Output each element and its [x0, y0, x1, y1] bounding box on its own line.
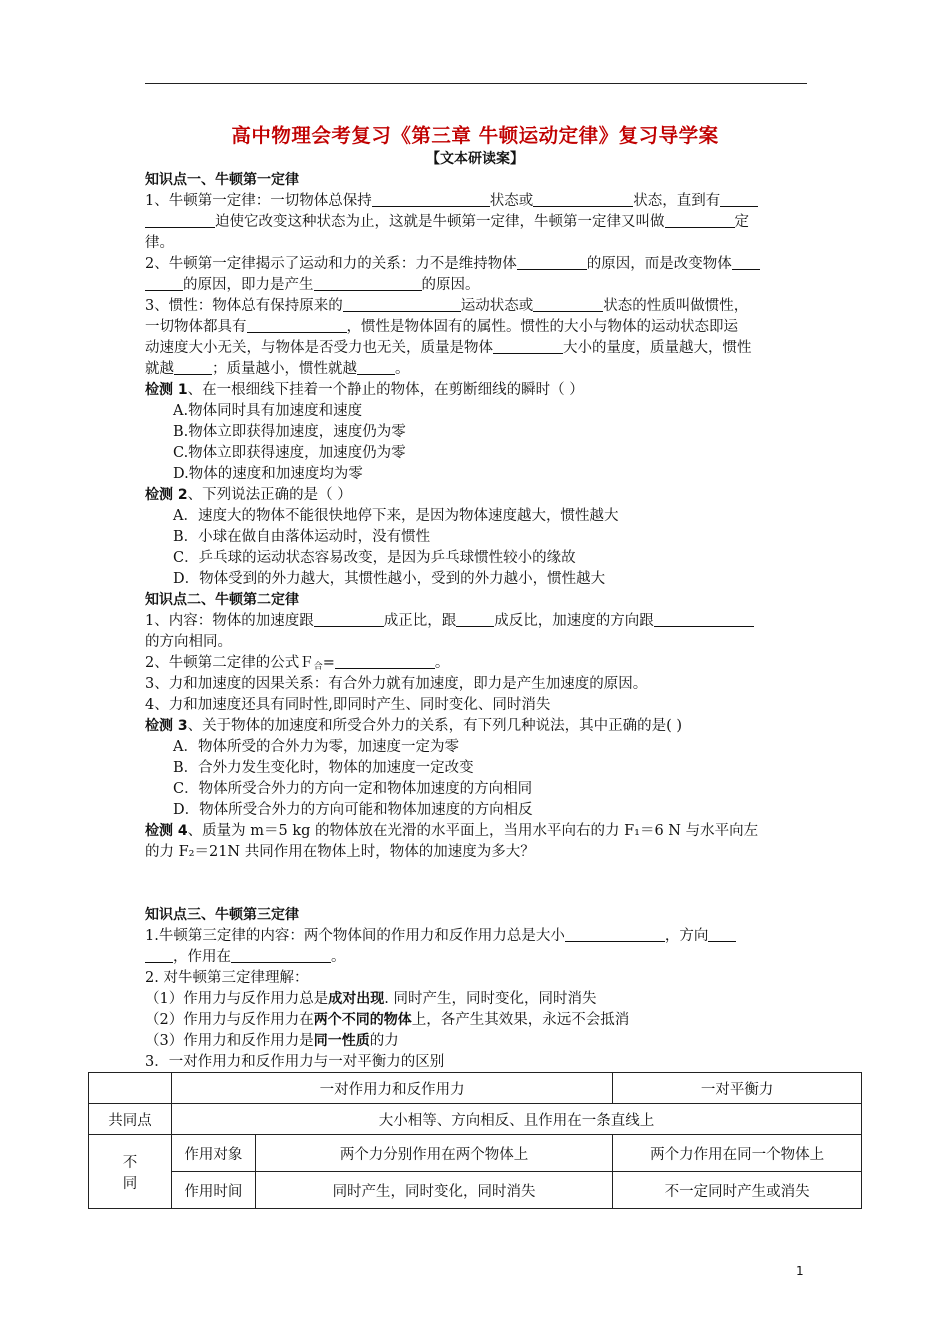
check3-question: 检测 3、关于物体的加速度和所受合外力的关系，有下列几种说法，其中正确的是( )	[145, 718, 683, 734]
check1-option-d[interactable]: D.物体的速度和加速度均为零	[173, 466, 363, 482]
main-content	[145, 170, 810, 1073]
kp1-item2-line1: 2、牛顿第一定律揭示了运动和力的关系：力不是维持物体 的原因，而是改变物体	[145, 254, 810, 275]
kp2-item4: 4、力和加速度还具有同时性,即同时产生、同时变化、同时消失	[145, 697, 551, 713]
check2-option-c[interactable]: C．乒乓球的运动状态容易改变，是因为乒乓球惯性较小的缘故	[173, 550, 576, 566]
header-rule	[145, 83, 807, 84]
kp3-item2: 2. 对牛顿第三定律理解：	[145, 970, 309, 986]
blank[interactable]	[357, 359, 395, 375]
kp3-item3: 3．一对作用力和反作用力与一对平衡力的区别	[145, 1054, 445, 1070]
common-value: 大小相等、方向相反、且作用在一条直线上	[171, 1104, 861, 1135]
kp3-point3: （3）作用力和反作用力是同一性质的力	[145, 1033, 399, 1049]
check2-option-a[interactable]: A．速度大的物体不能很快地停下来，是因为物体速度越大，惯性越大	[173, 508, 619, 524]
blank[interactable]	[517, 254, 587, 270]
check2-option-d[interactable]: D．物体受到的外力越大，其惯性越小，受到的外力越小，惯性越大	[173, 571, 606, 587]
blank[interactable]	[145, 212, 215, 228]
kp1-item3-line1: 3、惯性：物体总有保持原来的 运动状态或 状态的性质叫做惯性，	[145, 298, 749, 314]
blank[interactable]	[343, 296, 461, 312]
check1-question: 检测 1、在一根细线下挂着一个静止的物体，在剪断细线的瞬时（ ）	[145, 382, 584, 398]
table-header-row	[89, 1073, 862, 1104]
kp2-heading: 知识点二、牛顿第二定律	[145, 592, 299, 608]
kp1-item1-line1: 1、牛顿第一定律：一切物体总保持 状态或 状态，直到有	[145, 191, 810, 212]
page-number: 1	[796, 1264, 804, 1278]
table-row-target	[89, 1135, 862, 1172]
blank[interactable]	[654, 611, 754, 627]
blank[interactable]	[314, 275, 422, 291]
check4-question-line2: 的力 F₂＝21N 共同作用在物体上时，物体的加速度为多大？	[145, 844, 535, 860]
check1-option-a[interactable]: A.物体同时具有加速度和速度	[173, 403, 363, 419]
blank[interactable]	[174, 359, 212, 375]
row-time-balance: 不一定同时产生或消失	[613, 1172, 862, 1209]
blank[interactable]	[372, 191, 490, 207]
kp2-item3: 3、力和加速度的因果关系：有合外力就有加速度，即力是产生加速度的原因。	[145, 676, 648, 692]
check3-option-d[interactable]: D．物体所受合外力的方向可能和物体加速度的方向相反	[173, 802, 533, 818]
header-balanced-forces: 一对平衡力	[613, 1073, 862, 1104]
kp1-item3-line2: 一切物体都具有 ，惯性是物体固有的属性。惯性的大小与物体的运动状态即运	[145, 319, 738, 335]
answer-space[interactable]	[145, 863, 810, 905]
blank[interactable]	[314, 611, 384, 627]
blank[interactable]	[145, 947, 173, 963]
kp3-item1-line1: 1.牛顿第三定律的内容：两个物体间的作用力和反作用力总是大小 ，方向	[145, 926, 810, 947]
blank[interactable]	[493, 338, 563, 354]
kp1-item2-line2: 的原因，即力是产生 的原因。	[145, 275, 810, 296]
blank[interactable]	[732, 254, 760, 270]
kp1-item1-line2: 迫使它改变这种状态为止，这就是牛顿第一定律，牛顿第一定律又叫做 定	[145, 212, 810, 233]
kp2-item2: 2、牛顿第二定律的公式Ｆ$_合$= 。	[145, 655, 450, 672]
kp3-point1: （1）作用力与反作用力总是成对出现. 同时产生，同时变化，同时消失	[145, 991, 597, 1007]
blank[interactable]	[247, 317, 347, 333]
kp1-item3-line3: 动速度大小无关，与物体是否受力也无关，质量是物体 大小的量度，质量越大，惯性	[145, 340, 752, 356]
page-title: 高中物理会考复习《第三章 牛顿运动定律》复习导学案	[231, 124, 719, 147]
blank[interactable]	[533, 191, 633, 207]
check3-option-c[interactable]: C．物体所受合外力的方向一定和物体加速度的方向相同	[173, 781, 533, 797]
row-target-action: 两个力分别作用在两个物体上	[255, 1135, 613, 1172]
check4-question-line1: 检测 4、质量为 m＝5 kg 的物体放在光滑的水平面上，当用水平向右的力 F₁＝6 N 与水平向左	[145, 823, 759, 839]
kp3-heading: 知识点三、牛顿第三定律	[145, 907, 299, 923]
check1-option-c[interactable]: C.物体立即获得速度，加速度仍为零	[173, 445, 406, 461]
check3-option-a[interactable]: A．物体所受的合外力为零，加速度一定为零	[173, 739, 459, 755]
kp3-item1-line2: ，作用在 。	[145, 947, 810, 968]
check1-option-b[interactable]: B.物体立即获得加速度，速度仍为零	[173, 424, 406, 440]
kp3-point2: （2）作用力与反作用力在两个不同的物体上，各产生其效果，永远不会抵消	[145, 1012, 630, 1028]
check2-option-b[interactable]: B．小球在做自由落体运动时，没有惯性	[173, 529, 431, 545]
kp2-item1-line1: 1、内容：物体的加速度跟 成正比，跟 成反比，加速度的方向跟	[145, 611, 810, 632]
row-target-label: 作用对象	[171, 1135, 255, 1172]
table-row-time	[89, 1172, 862, 1209]
header-action-reaction: 一对作用力和反作用力	[171, 1073, 612, 1104]
blank[interactable]	[565, 926, 665, 942]
kp1-item3-line4: 就越 ；质量越小，惯性就越 。	[145, 361, 410, 377]
blank[interactable]	[665, 212, 735, 228]
kp2-item1-line2: 的方向相同。	[145, 634, 232, 650]
blank[interactable]	[335, 653, 435, 669]
row-time-action: 同时产生，同时变化，同时消失	[255, 1172, 613, 1209]
blank[interactable]	[720, 191, 758, 207]
common-label: 共同点	[89, 1104, 172, 1135]
row-target-balance: 两个力作用在同一个物体上	[613, 1135, 862, 1172]
kp1-heading: 知识点一、牛顿第一定律	[145, 172, 299, 188]
blank[interactable]	[456, 611, 494, 627]
blank[interactable]	[231, 947, 331, 963]
blank[interactable]	[533, 296, 603, 312]
comparison-table	[88, 1072, 862, 1209]
table-row-common	[89, 1104, 862, 1135]
table-corner-cell	[89, 1073, 172, 1104]
row-time-label: 作用时间	[171, 1172, 255, 1209]
blank[interactable]	[708, 926, 736, 942]
blank[interactable]	[145, 275, 183, 291]
kp1-item1-line3: 律。	[145, 235, 174, 251]
check2-question: 检测 2、下列说法正确的是（ ）	[145, 487, 352, 503]
page-subtitle: 【文本研读案】	[426, 151, 524, 167]
difference-label: 不 同	[89, 1135, 172, 1209]
check3-option-b[interactable]: B．合外力发生变化时，物体的加速度一定改变	[173, 760, 474, 776]
